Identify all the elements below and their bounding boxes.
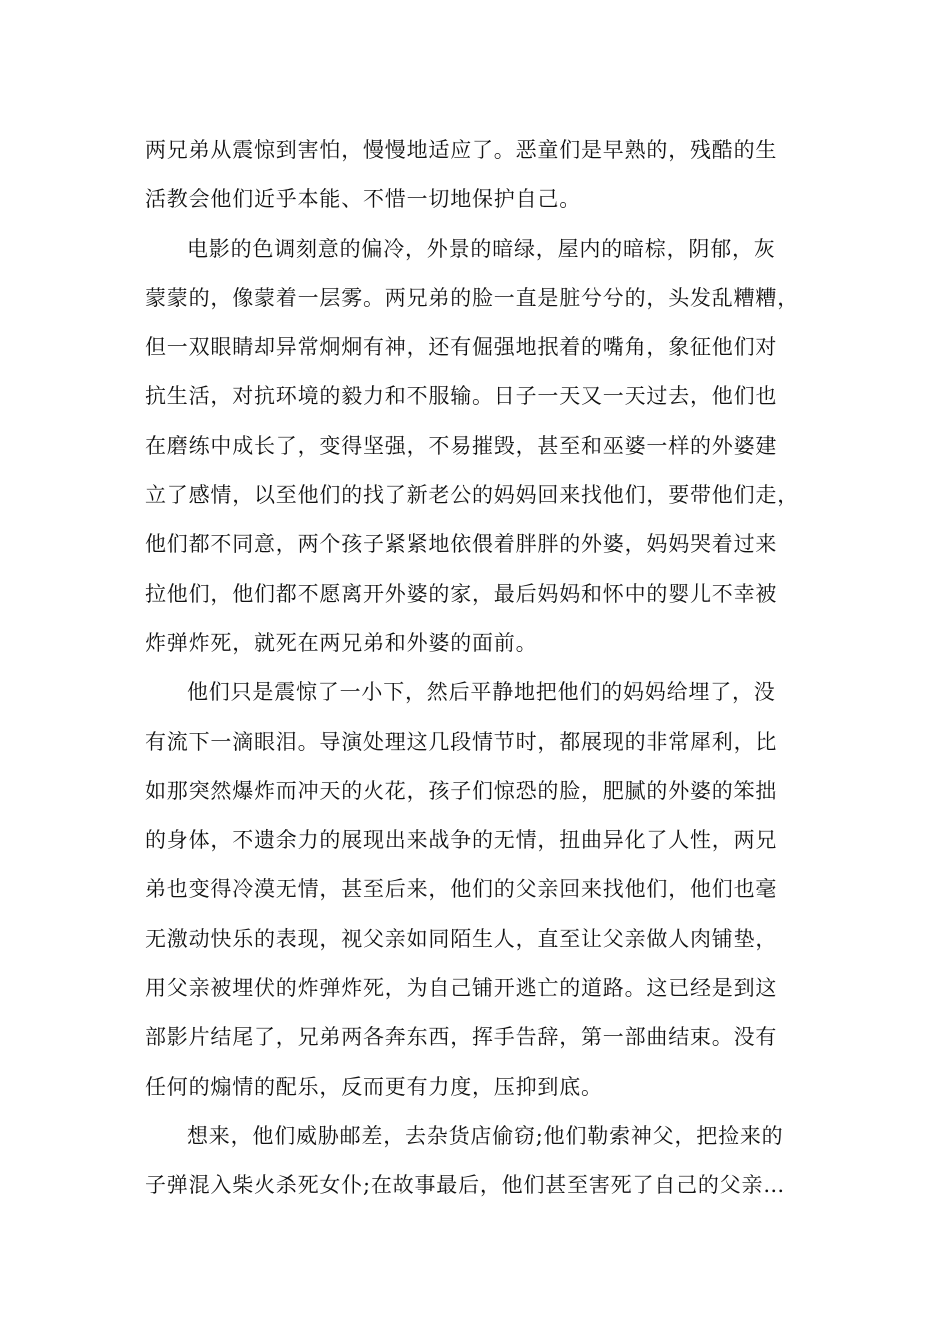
text-line: 蒙蒙的，像蒙着一层雾。两兄弟的脸一直是脏兮兮的，头发乱糟糟， <box>145 285 799 310</box>
text-line: 弟也变得冷漠无情，甚至后来，他们的父亲回来找他们，他们也毫 <box>145 877 778 902</box>
text-line: 立了感情，以至他们的找了新老公的妈妈回来找他们，要带他们走， <box>145 483 799 508</box>
article-body <box>145 126 817 1211</box>
text-line: 两兄弟从震惊到害怕，慢慢地适应了。恶童们是早熟的，残酷的生 <box>145 138 778 162</box>
text-line: 想来，他们威胁邮差，去杂货店偷窃;他们勒索神父，把捡来的 <box>187 1123 784 1148</box>
text-line: 无激动快乐的表现，视父亲如同陌生人，直至让父亲做人肉铺垫， <box>145 926 778 951</box>
text-line: 他们都不同意，两个孩子紧紧地依偎着胖胖的外婆，妈妈哭着过来 <box>145 532 778 557</box>
text-line: 如那突然爆炸而冲天的火花，孩子们惊恐的脸，肥腻的外婆的笨拙 <box>145 778 778 803</box>
text-line: 电影的色调刻意的偏冷，外景的暗绿，屋内的暗棕，阴郁，灰 <box>187 236 776 261</box>
text-line: 任何的煽情的配乐，反而更有力度，压抑到底。 <box>145 1074 603 1099</box>
text-line: 活教会他们近乎本能、不惜一切地保护自己。 <box>145 187 581 212</box>
text-line: 的身体，不遗余力的展现出来战争的无情，扭曲异化了人性，两兄 <box>145 828 778 853</box>
text-line: 子弹混入柴火杀死女仆;在故事最后，他们甚至害死了自己的父亲… <box>145 1173 786 1198</box>
text-line: 在磨练中成长了，变得坚强，不易摧毁，甚至和巫婆一样的外婆建 <box>145 433 778 458</box>
text-line: 抗生活，对抗环境的毅力和不服输。日子一天又一天过去，他们也 <box>145 384 778 409</box>
text-line: 炸弹炸死，就死在两兄弟和外婆的面前。 <box>145 630 538 655</box>
text-line: 他们只是震惊了一小下，然后平静地把他们的妈妈给埋了，没 <box>187 680 776 705</box>
text-line: 拉他们，他们都不愿离开外婆的家，最后妈妈和怀中的婴儿不幸被 <box>145 581 778 606</box>
text-line: 用父亲被埋伏的炸弹炸死，为自己铺开逃亡的道路。这已经是到这 <box>145 976 778 1001</box>
text-line: 部影片结尾了，兄弟两各奔东西，挥手告辞，第一部曲结束。没有 <box>145 1025 778 1050</box>
text-line: 但一双眼睛却异常炯炯有神，还有倔强地抿着的嘴角，象征他们对 <box>145 335 778 360</box>
text-line: 有流下一滴眼泪。导演处理这几段情节时，都展现的非常犀利，比 <box>145 729 778 754</box>
